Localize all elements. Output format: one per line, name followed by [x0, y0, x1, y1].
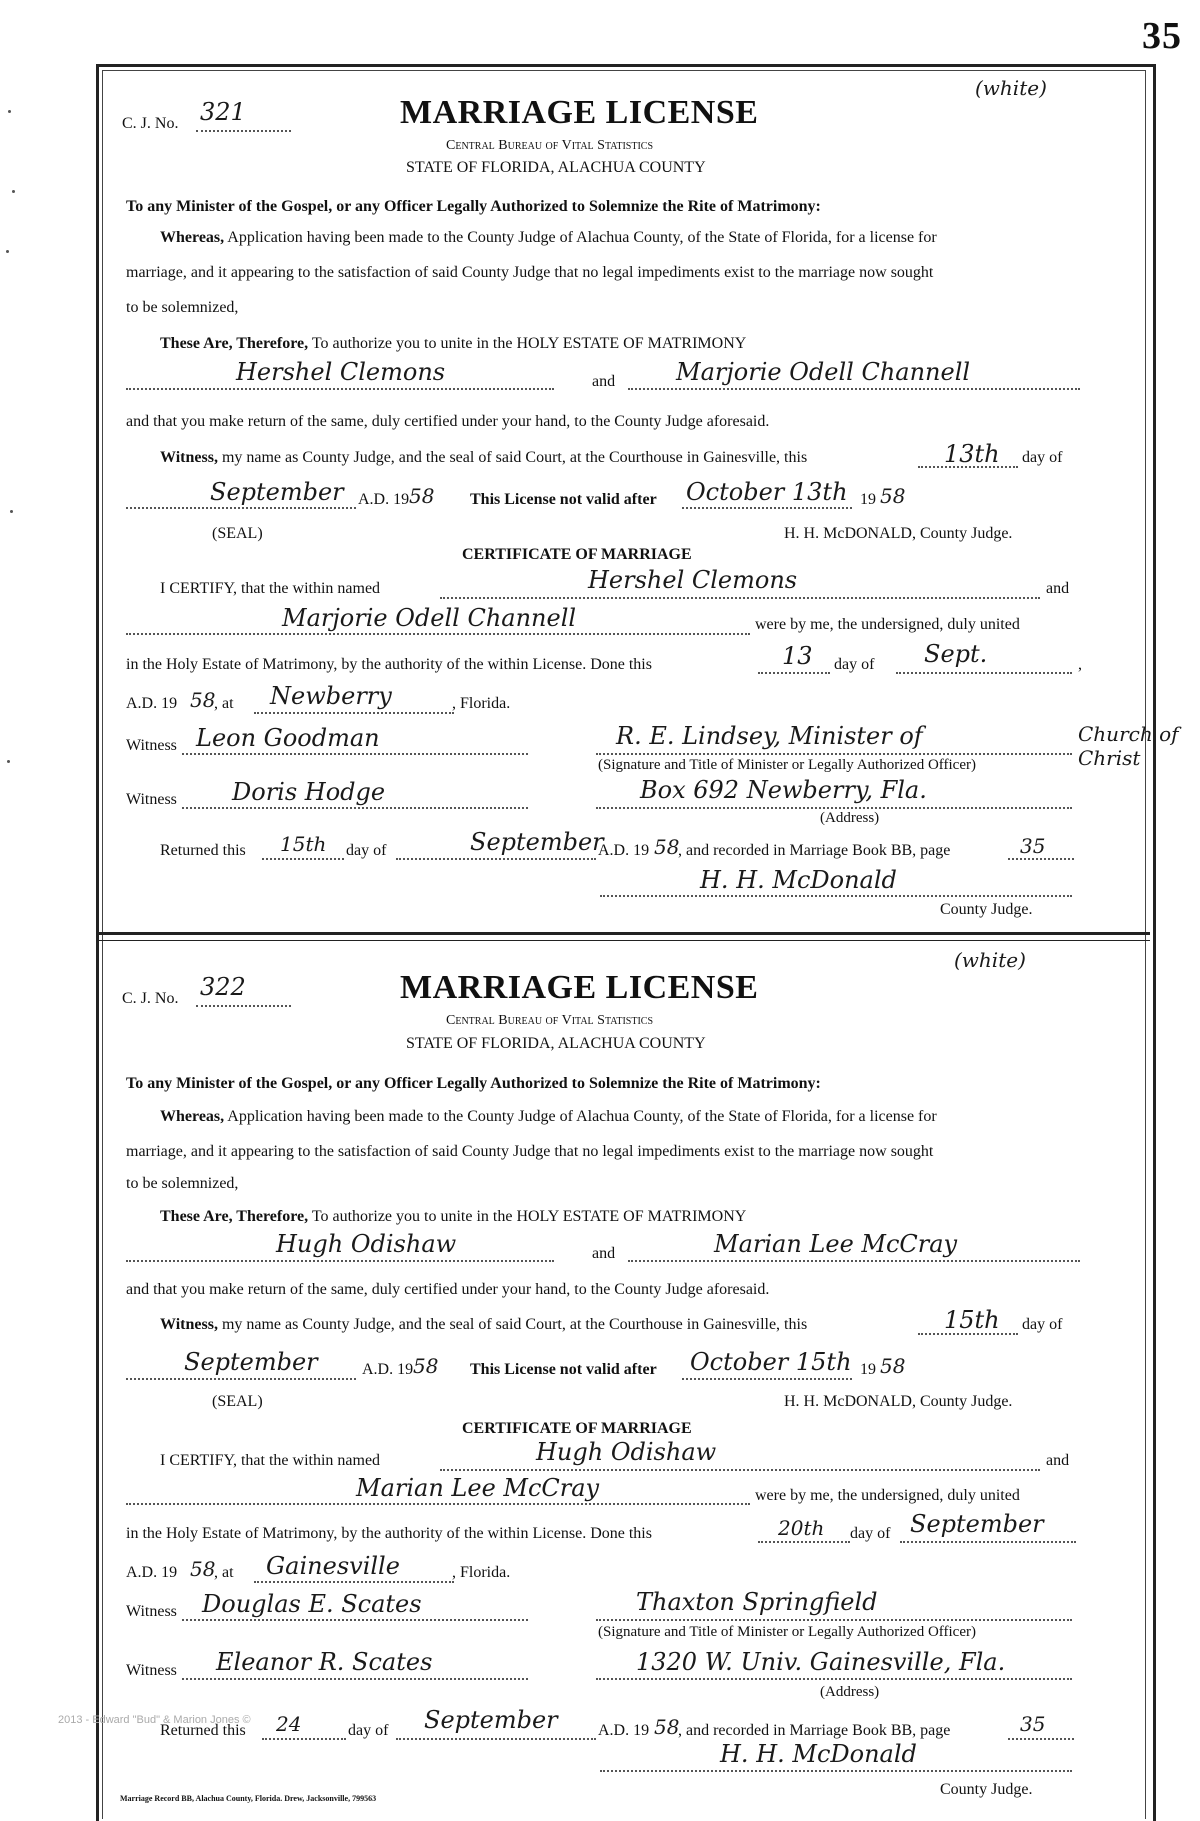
recorded-text: , and recorded in Marriage Book BB, page [678, 1722, 951, 1739]
county-judge-label: County Judge. [940, 901, 1033, 918]
done-year: 58 [190, 688, 216, 712]
day-of-label: day of [1022, 1316, 1063, 1333]
done-month: September [910, 1510, 1044, 1538]
seal-label: (SEAL) [212, 525, 263, 542]
fill-line [900, 1541, 1076, 1543]
and-word: and [592, 373, 616, 390]
cert-and: and [1046, 580, 1070, 597]
marriage-place: Gainesville [266, 1552, 400, 1580]
state-county: STATE OF FLORIDA, ALACHUA COUNTY [406, 159, 706, 176]
fill-line [600, 1770, 1072, 1772]
fill-line [396, 1738, 596, 1740]
cj-label: C. J. No. [122, 990, 179, 1007]
day-of-label: day of [1022, 449, 1063, 466]
address-caption: (Address) [820, 1684, 880, 1700]
fill-line [126, 1378, 356, 1380]
fill-line [628, 1260, 1080, 1262]
record-divider [98, 940, 1150, 941]
signature-caption: (Signature and Title of Minister or Legally Authorized Officer) [598, 757, 976, 773]
cj-number: 322 [200, 973, 246, 1001]
cj-number: 321 [200, 98, 246, 126]
whereas-line-3: to be solemnized, [126, 1175, 239, 1192]
judge-name: H. H. McDONALD, County Judge. [784, 1393, 1013, 1410]
marriage-place: Newberry [270, 682, 392, 710]
record-frame-inner [102, 70, 1146, 1819]
scan-speck [6, 250, 9, 253]
ad-year-label: A.D. 19 [126, 695, 178, 712]
address-line: To any Minister of the Gospel, or any Officer Legally Authorized to Solemnize the Rite of Matrimony: [126, 198, 821, 215]
fill-line [126, 1260, 554, 1262]
ad-label: A.D. 19 [358, 491, 410, 508]
witness-1-name: Douglas E. Scates [202, 1590, 422, 1618]
united-text: were by me, the undersigned, duly united [755, 1487, 1020, 1504]
done-day: 20th [778, 1516, 825, 1540]
fill-line [126, 388, 554, 390]
groom-name: Hershel Clemons [236, 358, 446, 386]
license-title: MARRIAGE LICENSE [400, 94, 759, 131]
fill-line [628, 388, 1080, 390]
whereas-line-2: marriage, and it appearing to the satisfaction of said County Judge that no legal impediments exist to the marriage now sought [126, 264, 934, 281]
certify-text: I CERTIFY, that the within named [160, 580, 381, 597]
whereas-line-1: Whereas, Application having been made to the County Judge of Alachua County, of the State of Florida, for a license for [160, 1108, 937, 1125]
officiant-address: Box 692 Newberry, Fla. [640, 776, 927, 804]
not-valid-label: This License not valid after [470, 1361, 657, 1378]
scan-speck [10, 510, 13, 513]
florida-label: , Florida. [452, 695, 511, 712]
fill-line [182, 1619, 528, 1621]
ad-label: A.D. 19 [362, 1361, 414, 1378]
done-day: 13 [782, 642, 813, 670]
and-word: and [592, 1245, 616, 1262]
fill-line [596, 1678, 1072, 1680]
seal-label: (SEAL) [212, 1393, 263, 1410]
judge-signature: H. H. McDonald [700, 866, 897, 894]
witness-1-label: Witness [126, 737, 177, 754]
state-county: STATE OF FLORIDA, ALACHUA COUNTY [406, 1035, 706, 1052]
witness-clause: Witness, my name as County Judge, and the seal of said Court, at the Courthouse in Gainesville, this [160, 449, 808, 466]
judge-name: H. H. McDONALD, County Judge. [784, 525, 1013, 542]
witness-2-label: Witness [126, 791, 177, 808]
returned-day: 15th [280, 832, 327, 856]
judge-signature: H. H. McDonald [720, 1740, 917, 1768]
whereas-line-1: Whereas, Application having been made to the County Judge of Alachua County, of the State of Florida, for a license for [160, 229, 937, 246]
scan-speck [7, 760, 10, 763]
color-note: (white) [975, 76, 1047, 100]
bride-name: Marian Lee McCray [714, 1230, 958, 1258]
cert-groom: Hugh Odishaw [536, 1438, 717, 1466]
fill-line [440, 597, 1040, 599]
returned-day-of: day of [346, 842, 387, 859]
returned-day-of: day of [348, 1722, 389, 1739]
license-title: MARRIAGE LICENSE [400, 969, 759, 1006]
book-page: 35 [1020, 1712, 1046, 1736]
witness-2-name: Doris Hodge [232, 778, 386, 806]
valid-19: 19 [860, 491, 876, 508]
officiant-signature: Thaxton Springfield [636, 1588, 878, 1616]
fill-line [262, 1738, 346, 1740]
returned-year: 58 [654, 1715, 680, 1739]
form-footer: Marriage Record BB, Alachua County, Florida. Drew, Jacksonville, 799563 [120, 1794, 377, 1803]
valid-year: 58 [880, 484, 906, 508]
witness-2-label: Witness [126, 1662, 177, 1679]
fill-line [254, 712, 454, 714]
at-label: , at [214, 1564, 234, 1581]
holy-estate-text: in the Holy Estate of Matrimony, by the authority of the within License. Done this [126, 1525, 652, 1542]
comma: , [1078, 656, 1082, 673]
authorize-line: These Are, Therefore, To authorize you to unite in the HOLY ESTATE OF MATRIMONY [160, 335, 747, 352]
returned-label: Returned this [160, 842, 246, 859]
returned-label: Returned this [160, 1722, 246, 1739]
returned-ad: A.D. 19 [598, 1722, 650, 1739]
witness-1-label: Witness [126, 1603, 177, 1620]
issue-year: 58 [409, 484, 435, 508]
page-number: 35 [1142, 15, 1182, 57]
fill-line [182, 807, 528, 809]
officiant-margin-note: Church of Christ [1078, 722, 1179, 770]
fill-line [126, 633, 750, 635]
bride-name: Marjorie Odell Channell [676, 358, 971, 386]
witness-clause: Witness, my name as County Judge, and the seal of said Court, at the Courthouse in Gainesville, this [160, 1316, 808, 1333]
witness-2-name: Eleanor R. Scates [216, 1648, 433, 1676]
returned-day: 24 [276, 1712, 302, 1736]
county-judge-label: County Judge. [940, 1781, 1033, 1798]
returned-month: September [470, 828, 604, 856]
bureau-name: Central Bureau of Vital Statistics [446, 1013, 654, 1028]
certificate-title: CERTIFICATE OF MARRIAGE [462, 546, 692, 563]
fill-line [262, 858, 344, 860]
ad-year-label: A.D. 19 [126, 1564, 178, 1581]
united-text: were by me, the undersigned, duly united [755, 616, 1020, 633]
bureau-name: Central Bureau of Vital Statistics [446, 138, 654, 153]
cert-bride: Marjorie Odell Channell [282, 604, 577, 632]
fill-line [196, 130, 291, 132]
done-day-of: day of [834, 656, 875, 673]
cert-groom: Hershel Clemons [588, 566, 798, 594]
fill-line [1008, 1738, 1074, 1740]
holy-estate-text: in the Holy Estate of Matrimony, by the authority of the within License. Done this [126, 656, 652, 673]
officiant-address: 1320 W. Univ. Gainesville, Fla. [636, 1648, 1006, 1676]
not-valid-label: This License not valid after [470, 491, 657, 508]
done-year: 58 [190, 1557, 216, 1581]
valid-until: October 15th [690, 1348, 852, 1376]
recorded-text: , and recorded in Marriage Book BB, page [678, 842, 951, 859]
scan-speck [8, 110, 11, 113]
fill-line [182, 753, 528, 755]
valid-year: 58 [880, 1354, 906, 1378]
at-label: , at [214, 695, 234, 712]
groom-name: Hugh Odishaw [276, 1230, 457, 1258]
witness-1-name: Leon Goodman [196, 724, 380, 752]
fill-line [600, 895, 1072, 897]
valid-19: 19 [860, 1361, 876, 1378]
fill-line [196, 1005, 291, 1007]
scan-speck [12, 190, 15, 193]
returned-year: 58 [654, 835, 680, 859]
return-line: and that you make return of the same, duly certified under your hand, to the County Judge aforesaid. [126, 1281, 770, 1298]
address-line: To any Minister of the Gospel, or any Officer Legally Authorized to Solemnize the Rite of Matrimony: [126, 1075, 821, 1092]
fill-line [758, 672, 830, 674]
fill-line [682, 507, 852, 509]
issue-year: 58 [413, 1354, 439, 1378]
cert-and: and [1046, 1452, 1070, 1469]
cert-bride: Marian Lee McCray [356, 1474, 600, 1502]
done-month: Sept. [924, 640, 988, 668]
returned-month: September [424, 1706, 558, 1734]
return-line: and that you make return of the same, duly certified under your hand, to the County Judge aforesaid. [126, 413, 770, 430]
florida-label: , Florida. [452, 1564, 511, 1581]
fill-line [126, 507, 356, 509]
returned-ad: A.D. 19 [598, 842, 650, 859]
certificate-title: CERTIFICATE OF MARRIAGE [462, 1420, 692, 1437]
fill-line [896, 672, 1072, 674]
whereas-line-3: to be solemnized, [126, 299, 239, 316]
address-caption: (Address) [820, 810, 880, 826]
signature-caption: (Signature and Title of Minister or Legally Authorized Officer) [598, 1624, 976, 1640]
issue-day: 13th [944, 440, 1000, 468]
book-page: 35 [1020, 834, 1046, 858]
officiant-signature: R. E. Lindsey, Minister of [616, 722, 923, 750]
fill-line [396, 858, 596, 860]
issue-month: September [210, 478, 344, 506]
valid-until: October 13th [686, 478, 848, 506]
whereas-line-2: marriage, and it appearing to the satisfaction of said County Judge that no legal impediments exist to the marriage now sought [126, 1143, 934, 1160]
cj-label: C. J. No. [122, 115, 179, 132]
fill-line [254, 1581, 454, 1583]
done-day-of: day of [850, 1525, 891, 1542]
fill-line [440, 1469, 1040, 1471]
fill-line [126, 1503, 750, 1505]
certify-text: I CERTIFY, that the within named [160, 1452, 381, 1469]
issue-day: 15th [944, 1306, 1000, 1334]
issue-month: September [184, 1348, 318, 1376]
color-note: (white) [954, 948, 1026, 972]
fill-line [682, 1378, 852, 1380]
record-divider [98, 932, 1150, 935]
watermark: 2013 - Edward "Bud" & Marion Jones © [58, 1714, 251, 1726]
fill-line [596, 1619, 1072, 1621]
fill-line [182, 1678, 528, 1680]
authorize-line: These Are, Therefore, To authorize you to unite in the HOLY ESTATE OF MATRIMONY [160, 1208, 747, 1225]
